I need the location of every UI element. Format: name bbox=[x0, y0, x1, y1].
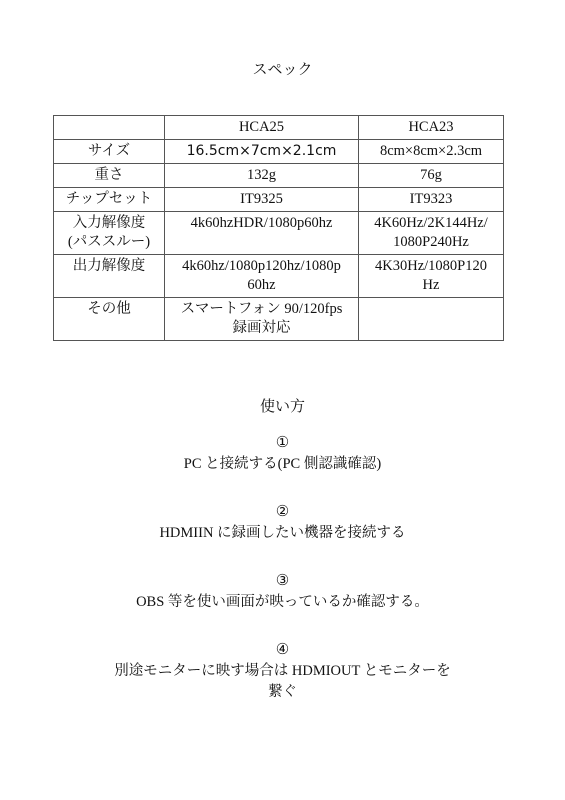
table-cell: IT9323 bbox=[359, 188, 504, 212]
table-header-cell bbox=[54, 116, 165, 140]
table-row bbox=[54, 140, 504, 164]
step-number: ① bbox=[275, 435, 290, 451]
table-cell: 132g bbox=[165, 164, 359, 188]
table-cell: 8cm×8cm×2.3cm bbox=[359, 140, 504, 164]
table-row-label: その他 bbox=[54, 298, 165, 341]
table-cell bbox=[359, 298, 504, 341]
table-row bbox=[54, 298, 504, 341]
step-number: ③ bbox=[275, 573, 290, 589]
table-row bbox=[54, 164, 504, 188]
step-text: PC と接続する(PC 側認識確認) bbox=[183, 456, 382, 472]
howto-title: 使い方 bbox=[259, 399, 305, 415]
table-row-label: サイズ bbox=[54, 140, 165, 164]
table-cell: 76g bbox=[359, 164, 504, 188]
table-cell: 4k60hzHDR/1080p60hz bbox=[165, 212, 359, 255]
table-row bbox=[54, 188, 504, 212]
table-row-label: 入力解像度 (パススルー) bbox=[54, 212, 165, 255]
table-cell: 4k60hz/1080p120hz/1080p 60hz bbox=[165, 255, 359, 298]
table-row-label: チップセット bbox=[54, 188, 165, 212]
table-header-row bbox=[54, 116, 504, 140]
table-header-cell: HCA25 bbox=[165, 116, 359, 140]
spec-title: スペック bbox=[252, 62, 313, 78]
step-text: OBS 等を使い画面が映っているか確認する。 bbox=[136, 594, 429, 610]
step-number: ② bbox=[275, 504, 290, 520]
step-item bbox=[0, 502, 565, 544]
step-text: 別途モニターに映す場合は HDMIOUT とモニターを 繋ぐ bbox=[114, 663, 451, 700]
table-cell: 4K30Hz/1080P120 Hz bbox=[359, 255, 504, 298]
table-row-label: 重さ bbox=[54, 164, 165, 188]
step-item bbox=[0, 433, 565, 475]
step-item bbox=[0, 640, 565, 703]
table-cell: スマートフォン 90/120fps 録画対応 bbox=[165, 298, 359, 341]
table-row bbox=[54, 255, 504, 298]
table-row-label: 出力解像度 bbox=[54, 255, 165, 298]
table-row bbox=[54, 212, 504, 255]
step-number: ④ bbox=[275, 642, 290, 658]
spec-table bbox=[53, 115, 504, 341]
table-cell: 4K60Hz/2K144Hz/ 1080P240Hz bbox=[359, 212, 504, 255]
table-cell: IT9325 bbox=[165, 188, 359, 212]
step-item bbox=[0, 571, 565, 613]
steps-list bbox=[0, 433, 565, 730]
step-text: HDMIIN に録画したい機器を接続する bbox=[159, 525, 406, 541]
table-header-cell: HCA23 bbox=[359, 116, 504, 140]
table-cell: 16.5cm×7cm×2.1cm bbox=[165, 140, 359, 164]
